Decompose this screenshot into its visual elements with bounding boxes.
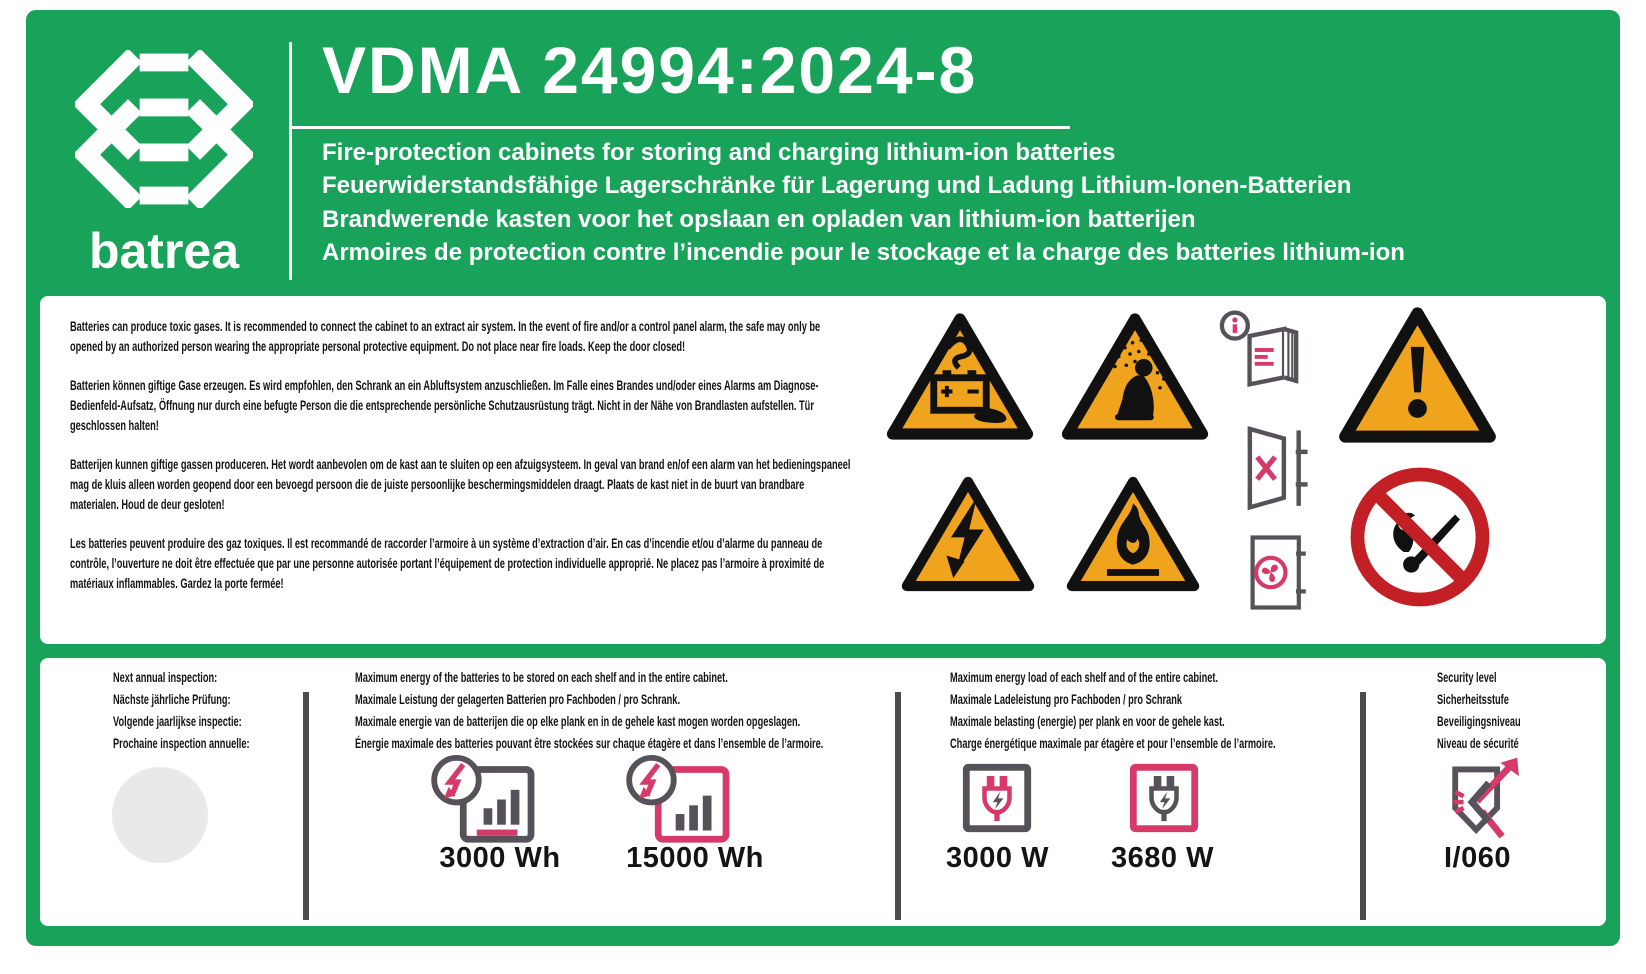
security-level-shield-icon <box>1430 756 1524 844</box>
charge-power-cabinet-value: 3680 W <box>1111 842 1214 874</box>
security-level-label-nl: Beveiligingsniveau <box>1437 713 1521 729</box>
warning-panel <box>40 296 1606 644</box>
stored-energy-shelf-icon <box>430 754 542 846</box>
storage-energy-shelf-value: 3000 Wh <box>439 842 561 874</box>
warning-paragraph-nl: Batterijen kunnen giftige gassen produceren. Het wordt aanbevolen om de kast aan te sluiten op een afzuigsysteem. In geval van brand en/of een alarm van het bedieningspaneel mag de kluis alleen worden geopend door een bevoegd persoon die de juiste persoonlijke beschermingsmiddelen draagt. Plaats de kast niet in de buurt van brandbare materialen. Houd de deur gesloten! <box>70 456 851 512</box>
warning-paragraph-de: Batterien können giftige Gase erzeugen. Es wird empfohlen, den Schrank an ein Abluftsystem anzuschließen. Im Falle eines Brandes und/oder eines Alarms am Diagnose-Bedienfeld-Aufsatz, Öffnung nur durch eine befugte Person die die entsprechende persönliche Schutzausrüstung trägt. Nicht in der Nähe von Brandlasten aufstellen. Tür geschlossen halten! <box>70 377 819 433</box>
charge-power-label-nl: Maximale belasting (energie) per plank en voor de gehele kast. <box>950 713 1225 729</box>
keep-door-closed-icon <box>1238 425 1312 512</box>
subtitle-de: Feuerwiderstandsfähige Lagerschränke für Lagerung und Ladung Lithium-Ionen-Batterien <box>322 172 1352 200</box>
warning-paragraph-en: Batteries can produce toxic gases. It is recommended to connect the cabinet to an extract air system. In the event of fire and/or a control panel alarm, the safe may only be opened by an authorized person wearing the appropriate personal protective equipment. Do not place near fire loads. Keep the door closed! <box>70 318 821 354</box>
storage-energy-label-fr: Énergie maximale des batteries pouvant être stockées sur chaque étagère et dans l’ensemble de l’armoire. <box>355 735 824 751</box>
storage-energy-cabinet-value: 15000 Wh <box>626 842 764 874</box>
brand-wordmark: batrea <box>88 223 240 279</box>
inspection-label-nl: Volgende jaarlijkse inspectie: <box>113 713 242 729</box>
spec-panel <box>40 658 1606 926</box>
security-level-label-de: Sicherheitsstufe <box>1437 691 1509 707</box>
charge-power-shelf-value: 3000 W <box>946 842 1049 874</box>
charge-power-label-fr: Charge énergétique maximale par étagère et pour l’ensemble de l’armoire. <box>950 735 1276 751</box>
charge-power-cabinet-icon <box>1128 762 1200 834</box>
security-level-label-fr: Niveau de sécurité <box>1437 735 1519 751</box>
label-frame <box>26 10 1620 946</box>
ventilation-fan-icon <box>1240 533 1310 612</box>
read-manual-icon <box>1215 308 1310 395</box>
subtitle-nl: Brandwerende kasten voor het opslaan en opladen van lithium-ion batterijen <box>322 205 1196 233</box>
warning-paragraph-fr: Les batteries peuvent produire des gaz toxiques. Il est recommandé de raccorder l’armoire à un système d’extraction d’air. En cas d’incendie et/ou d’alarme du panneau de contrôle, l’ouverture ne doit être effectuée que par une personne autorisée portant l’équipement de protection individuelle approprié. Ne placez pas l’armoire à proximité de matériaux inflammables. Gardez la porte fermée! <box>70 535 825 591</box>
inspection-sticker-placeholder <box>112 767 208 863</box>
charge-power-label-en: Maximum energy load of each shelf and of the entire cabinet. <box>950 669 1219 685</box>
storage-energy-label-en: Maximum energy of the batteries to be stored on each shelf and in the entire cabinet. <box>355 669 728 685</box>
charge-power-labels <box>950 666 1333 754</box>
inspection-label-en: Next annual inspection: <box>113 669 218 685</box>
high-voltage-warning-icon <box>900 474 1036 594</box>
security-level-labels <box>1437 666 1562 754</box>
batrea-logo-icon <box>75 50 253 208</box>
storage-energy-label-de: Maximale Leistung der gelagerten Batterien pro Fachboden / pro Schrank. <box>355 691 681 707</box>
inspection-label-fr: Prochaine inspection annuelle: <box>113 735 250 751</box>
charge-power-shelf-icon <box>961 762 1033 834</box>
storage-energy-labels <box>355 666 883 754</box>
warning-text-block <box>70 316 852 612</box>
spec-divider-1 <box>303 692 309 920</box>
battery-hazard-warning-icon <box>885 310 1035 443</box>
flammable-warning-icon <box>1065 474 1201 594</box>
charge-power-label-de: Maximale Ladeleistung pro Fachboden / pro Schrank <box>950 691 1183 707</box>
no-open-flames-icon <box>1345 462 1495 612</box>
stored-energy-cabinet-icon <box>625 754 737 846</box>
inspection-label-de: Nächste jährliche Prüfung: <box>113 691 231 707</box>
header-divider <box>289 42 292 280</box>
subtitle-list <box>322 136 1602 270</box>
subtitle-fr: Armoires de protection contre l’incendie pour le stockage et la charge des batteries lithium-ion <box>322 239 1405 267</box>
title-underline <box>289 126 1070 129</box>
subtitle-en: Fire-protection cabinets for storing and charging lithium-ion batteries <box>322 139 1116 166</box>
spec-divider-3 <box>1360 692 1366 920</box>
toxic-gases-warning-icon <box>1060 310 1210 443</box>
spec-divider-2 <box>895 692 901 920</box>
security-level-value: I/060 <box>1444 842 1511 874</box>
inspection-labels <box>113 666 298 754</box>
page-title: VDMA 24994:2024-8 <box>322 33 978 107</box>
security-level-label-en: Security level <box>1437 669 1497 685</box>
general-warning-icon <box>1337 304 1498 446</box>
storage-energy-label-nl: Maximale energie van de batterijen die op elke plank en in de gehele kast mogen worden opgeslagen. <box>355 713 801 729</box>
